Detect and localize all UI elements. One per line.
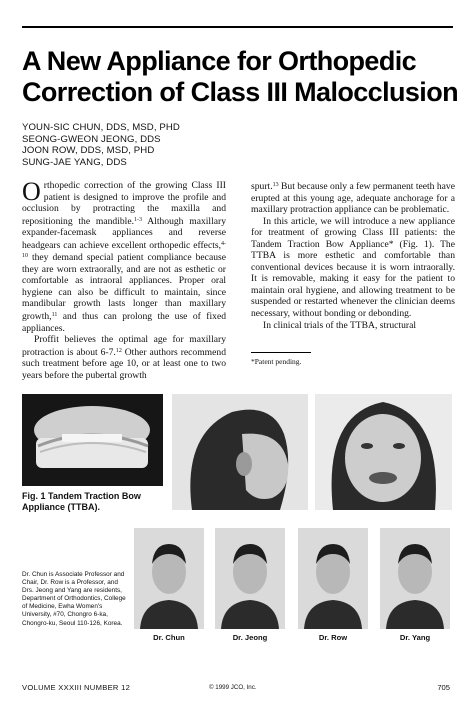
author-2: SEONG-GWEON JEONG, DDS <box>22 133 161 145</box>
reference-mark: 1-3 <box>133 216 142 223</box>
portrait-jeong <box>215 528 285 629</box>
text-run: Although maxillary expander-facemask appliances and reverse headgears can achieve excellent orthopedic effects, <box>22 215 226 251</box>
patient-frontal-photo <box>315 394 452 510</box>
title-line-1: A New Appliance for Orthopedic <box>22 46 417 76</box>
appliance-photo <box>22 394 163 486</box>
author-list <box>22 122 180 168</box>
top-rule <box>22 26 453 28</box>
text-run: they demand special patient compliance because they are worn extraorally, and are not as esthetic or comfortable as intraoral appliances. Proper oral hygiene can also be difficult to maintain, since mandibular growth lasts longer than maxillary growth, <box>22 252 226 323</box>
portrait-label-jeong: Dr. Jeong <box>232 633 268 642</box>
footnote: *Patent pending. <box>251 357 302 366</box>
text-run: Proffit believes the optimal age for maxillary protraction is about 6-7. <box>22 334 226 358</box>
text-run: Other authors recommend such treatment before age 10, or at least one to two years before the pubertal growth <box>22 346 226 381</box>
text-run: rthopedic correction of the growing Class III patient is designed to improve the profile and occlusion by protracting the maxilla and repositioning the mandible. <box>22 180 226 227</box>
reference-mark: 12 <box>115 347 122 354</box>
paragraph-intro <box>22 180 226 334</box>
author-3: JOON ROW, DDS, MSD, PHD <box>22 145 155 156</box>
paragraph-ttba: In this article, we will introduce a new appliance for treatment of growing Class III patients: the Tandem Traction Bow Appliance* (Fig. 1). The TTBA is more esthetic and comfortable than conventional devices because it is worn intraorally. It is removable, making it easy for the patient to maintain oral hygiene, and allowing treatment to be suspended or restarted whenever the clinician deems necessary, without bonding or debonding. <box>251 215 455 320</box>
portrait-label-chun: Dr. Chun <box>153 633 185 642</box>
figure-caption: Fig. 1 Tandem Traction Bow Appliance (TTBA). <box>22 491 141 512</box>
title-line-2: Correction of Class III Malocclusion <box>22 77 458 107</box>
body-column-right <box>251 180 455 344</box>
drop-cap: O <box>22 180 41 206</box>
text-run: But because only a few permanent teeth have erupted at this young age, adequate anchorage for a maxillary protraction appliance can be problematic. <box>251 181 455 216</box>
portrait-label-row: Dr. Row <box>318 633 348 642</box>
portrait-yang <box>380 528 450 629</box>
page-number: 705 <box>437 683 450 692</box>
footnote-rule <box>251 352 311 353</box>
body-column-left <box>22 180 226 390</box>
portrait-chun <box>134 528 204 629</box>
paragraph-proffit <box>22 334 226 381</box>
author-bio: Dr. Chun is Associate Professor and Chair, Dr. Row is a Professor, and Drs. Jeong and Yang are residents, Department of Orthodontics, College of Medicine, Ewha Women's University, #70, Chongro 6-ka, Chongro-ku, Seoul 110-126, Korea. <box>22 571 126 627</box>
copyright-notice: © 1999 JCO, Inc. <box>209 684 257 691</box>
patient-profile-photo <box>172 394 308 510</box>
article-title <box>22 46 462 108</box>
text-run: spurt. <box>251 181 273 192</box>
reference-mark: 4-10 <box>22 240 226 260</box>
reference-mark: 13 <box>272 182 279 188</box>
journal-volume: VOLUME XXXIII NUMBER 12 <box>22 683 131 692</box>
reference-mark: 11 <box>51 312 58 319</box>
text-run: and thus can prolong the use of fixed appliances. <box>22 311 226 334</box>
paragraph-trials: In clinical trials of the TTBA, structural <box>263 319 417 331</box>
author-4: SUNG-JAE YANG, DDS <box>22 156 127 168</box>
portrait-label-yang: Dr. Yang <box>399 633 431 642</box>
portrait-row <box>298 528 368 629</box>
paragraph-spurt <box>251 180 455 216</box>
author-1: YOUN-SIC CHUN, DDS, MSD, PHD <box>22 122 180 133</box>
